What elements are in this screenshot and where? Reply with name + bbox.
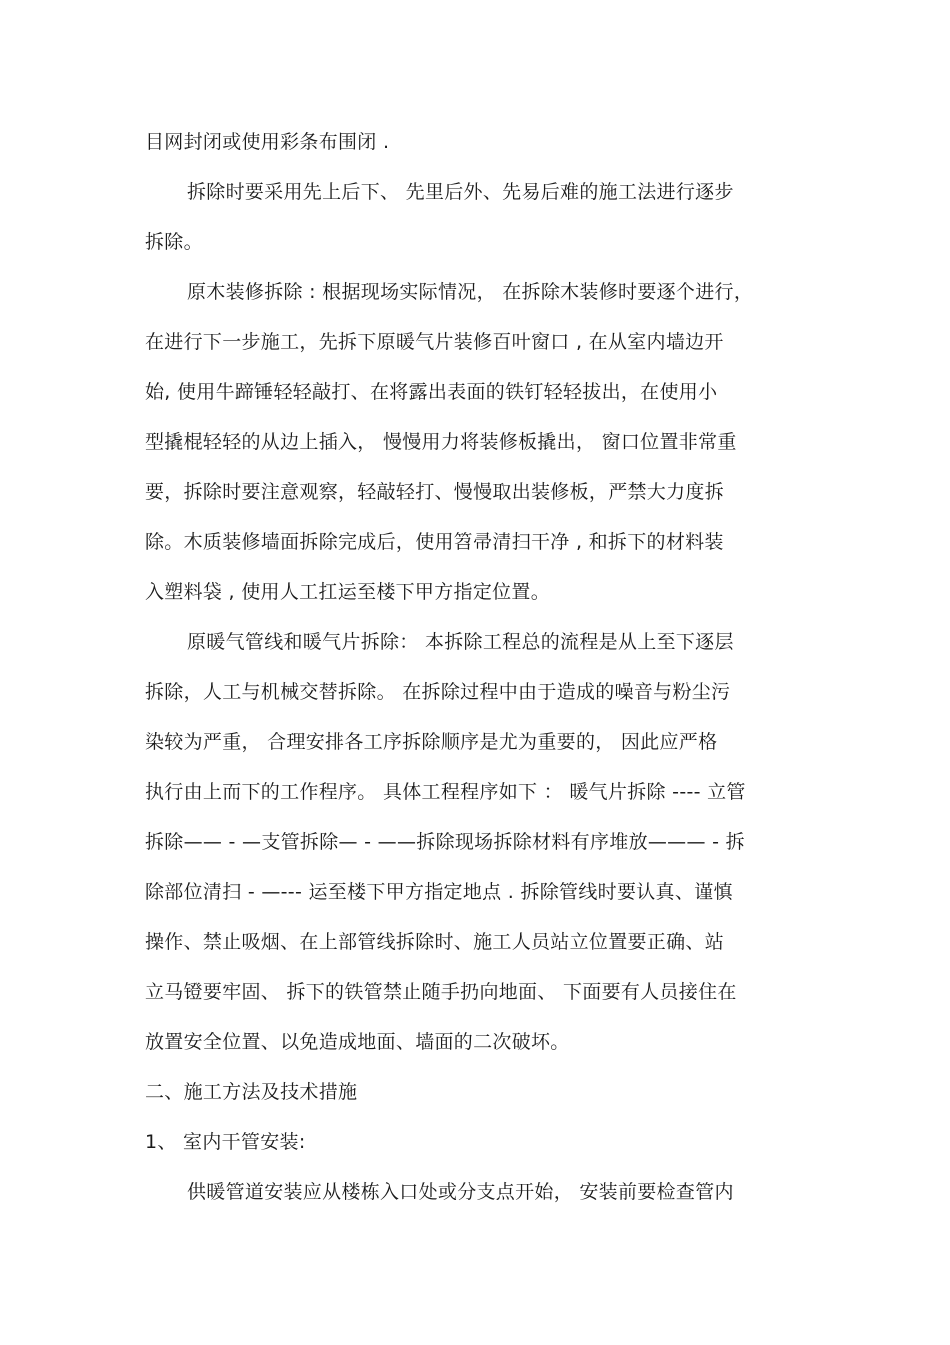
text-line: 目网封闭或使用彩条布围闭 . <box>145 131 390 153</box>
text-line: 执行由上而下的工作程序。 具体工程程序如下 ： 暖气片拆除 ---- 立管 <box>145 781 746 803</box>
paragraph-first-line: 原暖气管线和暖气片拆除： 本拆除工程总的流程是从上至下逐层 <box>187 631 734 653</box>
section-heading: 二、施工方法及技术措施 <box>145 1081 358 1103</box>
subsection-heading: 1、 室内干管安装: <box>145 1131 306 1153</box>
text-line: 在进行下一步施工，先拆下原暖气片装修百叶窗口 , 在从室内墙边开 <box>145 331 724 353</box>
text-line: 染较为严重， 合理安排各工序拆除顺序是尤为重要的， 因此应严格 <box>145 731 718 753</box>
text-line: 拆除。 <box>145 231 203 253</box>
text-line: 立马镫要牢固、 拆下的铁管禁止随手扔向地面、 下面要有人员接住在 <box>145 981 737 1003</box>
text-line: 除。木质装修墙面拆除完成后，使用笤帚清扫干净 , 和拆下的材料装 <box>145 531 724 553</box>
text-line: 入塑料袋 , 使用人工扛运至楼下甲方指定位置。 <box>145 581 551 603</box>
paragraph-first-line: 供暖管道安装应从楼栋入口处或分支点开始， 安装前要检查管内 <box>187 1181 734 1203</box>
text-line: 拆除，人工与机械交替拆除。 在拆除过程中由于造成的噪音与粉尘污 <box>145 681 731 703</box>
text-line: 拆除—— - —支管拆除— - ——拆除现场拆除材料有序堆放——— - 拆 <box>145 831 745 853</box>
text-line: 始, 使用牛蹄锤轻轻敲打、在将露出表面的铁钉轻轻拔出，在使用小 <box>145 381 718 403</box>
text-line: 放置安全位置、以免造成地面、墙面的二次破坏。 <box>145 1031 570 1053</box>
text-line: 操作、禁止吸烟、在上部管线拆除时、施工人员站立位置要正确、站 <box>145 931 725 953</box>
text-line: 除部位清扫 - —--- 运至楼下甲方指定地点 . 拆除管线时要认真、谨慎 <box>145 881 733 903</box>
text-line: 要，拆除时要注意观察，轻敲轻打、慢慢取出装修板，严禁大力度拆 <box>145 481 725 503</box>
paragraph-first-line: 原木装修拆除 : 根据现场实际情况， 在拆除木装修时要逐个进行， <box>187 281 754 303</box>
text-line: 型撬棍轻轻的从边上插入， 慢慢用力将装修板撬出， 窗口位置非常重 <box>145 431 737 453</box>
paragraph-first-line: 拆除时要采用先上后下、 先里后外、先易后难的施工法进行逐步 <box>187 181 734 203</box>
